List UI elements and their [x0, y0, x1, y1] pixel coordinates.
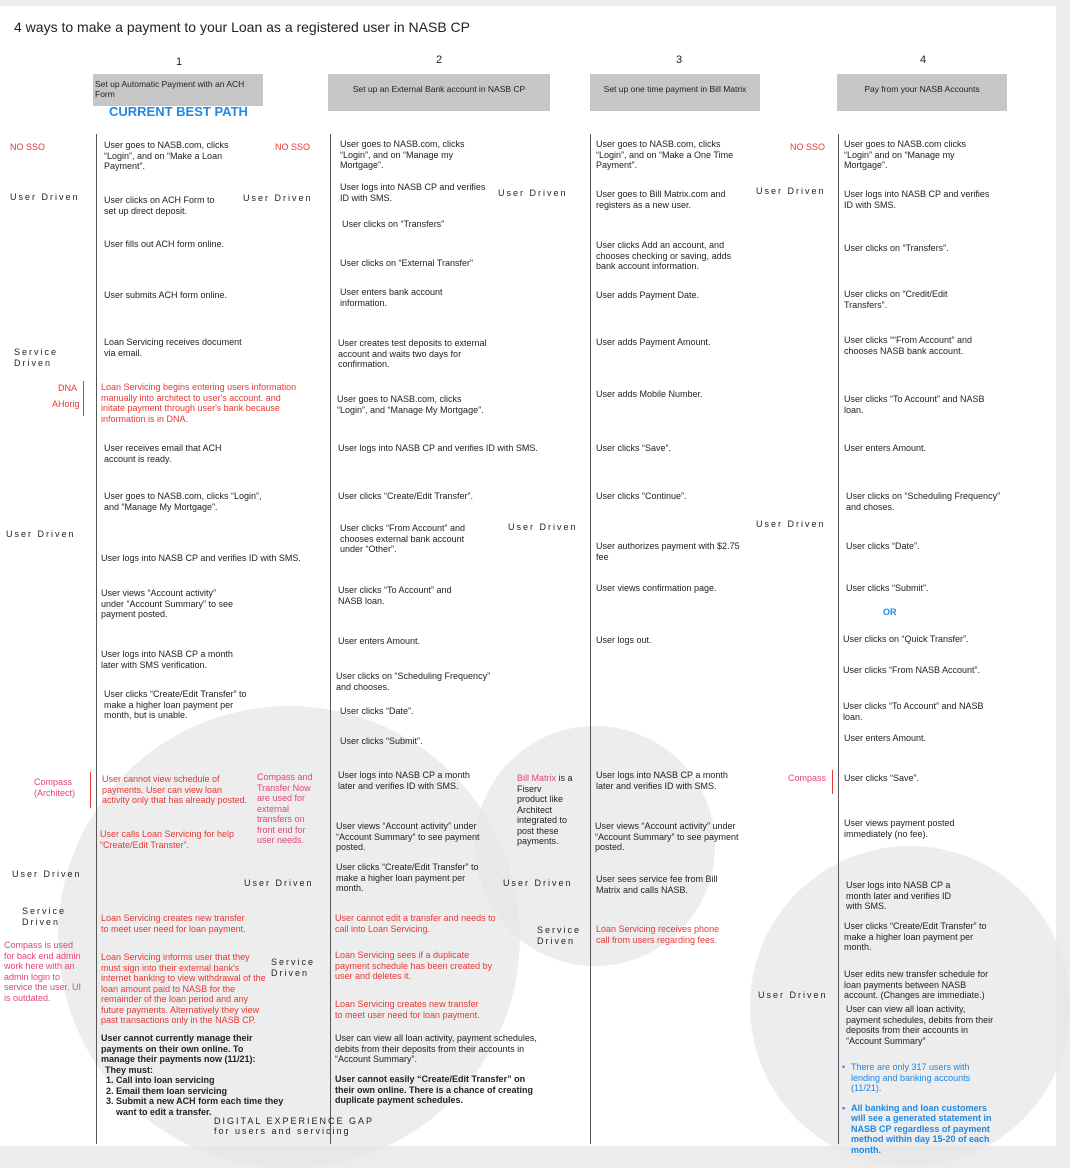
journey-board	[0, 6, 1056, 1155]
col4-step-5: User clicks ““From Account” and chooses NASB bank account.	[844, 335, 973, 356]
compass-label: Compass	[788, 773, 827, 783]
col2-step-2: User logs into NASB CP and verifies ID with SMS.	[340, 182, 486, 203]
user-driven-label-1a: User Driven	[10, 192, 80, 202]
col1-step-9: User logs into NASB CP and verifies ID with SMS.	[101, 553, 301, 563]
col1-must-item-1: 1. Call into loan servicing	[116, 1075, 298, 1086]
col1-step-14: User calls Loan Servicing for help “Create/Edit Transter”.	[100, 829, 235, 850]
col2-step-12: User enters Amount.	[338, 636, 421, 646]
service-driven-label-3b: Service Driven	[537, 925, 582, 946]
or-label: OR	[883, 607, 897, 617]
col4-step-4: User clicks on “Credit/Edit Transfers”.	[844, 289, 948, 310]
col3-step-7: User clicks “Save”.	[596, 443, 672, 453]
column-header-1: Set up Automatic Payment with an ACH Form	[93, 74, 263, 106]
col4-step-14: User enters Amount.	[844, 733, 927, 743]
col1-step-1: User goes to NASB.com, clicks “Login”, and on “Make a Loan Payment”.	[104, 140, 229, 171]
no-sso-label-2: NO SSO	[275, 142, 311, 152]
col2-step-5: User enters bank account information.	[340, 287, 443, 308]
user-driven-label-1b: User Driven	[6, 529, 76, 539]
col3-step-6: User adds Mobile Number.	[596, 389, 703, 399]
col3-step-13: User views “Account activity” under “Account Summary” to see payment posted.	[595, 821, 739, 852]
col2-step-11: User clicks “To Account” and NASB loan.	[338, 585, 452, 606]
col2-step-15: User clicks “Submit”.	[340, 736, 423, 746]
user-driven-label-3b: User Driven	[508, 522, 578, 532]
col1-must-heading: They must:	[105, 1065, 154, 1075]
col2-step-20: Loan Servicing sees if a duplicate payment schedule has been created by user and deletes it.	[335, 950, 493, 981]
bill-matrix-note-text: is a Fiserv product like Architect integrated to post these payments.	[517, 773, 573, 846]
col4-step-10: User clicks “Submit”.	[846, 583, 929, 593]
col4-step-6: User clicks “To Account” and NASB loan.	[844, 394, 985, 415]
col4-step-3: User clicks on “Transfers”.	[844, 243, 949, 253]
column-number-4: 4	[919, 54, 927, 66]
col4-step-13: User clicks “To Account” and NASB loan.	[843, 701, 984, 722]
service-driven-label-1a: Service Driven	[14, 347, 59, 368]
compass-backend-note: Compass is used for back end admin work here with an admin login to service the user. UI is outdated.	[4, 940, 82, 1003]
col2-step-8: User logs into NASB CP and verifies ID with SMS.	[338, 443, 538, 453]
col2-step-7: User goes to NASB.com, clicks “Login”, and “Manage My Mortgage”.	[337, 394, 484, 415]
ahorig-label: AHorig	[52, 399, 80, 409]
col4-step-8: User clicks on “Scheduling Frequency” and choses.	[846, 491, 1001, 512]
col3-step-14: User sees service fee from Bill Matrix and calls NASB.	[596, 874, 718, 895]
bill-matrix-note	[517, 773, 573, 847]
col4-step-7: User enters Amount.	[844, 443, 927, 453]
col3-step-11: User logs out.	[596, 635, 652, 645]
col2-step-23: User cannot easily “Create/Edit Transfer” on their own online. There is a chance of creating duplicate payment schedules.	[335, 1074, 534, 1105]
compass-marker-line-1	[90, 772, 91, 808]
col3-step-4: User adds Payment Date.	[596, 290, 700, 300]
col1-must-item-2: 2. Email them loan servicing	[116, 1086, 298, 1097]
col4-step-2: User logs into NASB CP and verifies ID with SMS.	[844, 189, 990, 210]
user-driven-label-2a: User Driven	[243, 193, 313, 203]
col1-step-12: User clicks “Create/Edit Transfer” to make a higher loan payment per month, but is unable.	[104, 689, 247, 720]
col4-step-11: User clicks on “Quick Transfer”.	[843, 634, 969, 644]
col4-notes	[842, 1062, 1000, 1164]
col3-step-15: Loan Servicing receives phone call from users regarding fees.	[596, 924, 720, 945]
no-sso-label-4: NO SSO	[790, 142, 826, 152]
user-driven-label-4a: User Driven	[756, 186, 826, 196]
column-number-2: 2	[435, 54, 443, 66]
col2-step-3: User clicks on “Transfers”	[342, 219, 445, 229]
col1-step-3: User fills out ACH form online.	[104, 239, 225, 249]
col1-step-15: Loan Servicing creates new transfer to meet user need for loan payment.	[101, 913, 246, 934]
col1-step-11: User logs into NASB CP a month later with SMS verification.	[101, 649, 233, 670]
user-driven-label-1c: User Driven	[12, 869, 82, 879]
col2-step-17: User views “Account activity” under “Account Summary” to see payment posted.	[336, 821, 480, 852]
col4-note-1: • There are only 317 users with lending and banking accounts (11/21).	[842, 1062, 1000, 1094]
user-driven-label-2c: User Driven	[244, 878, 314, 888]
compass-marker-line-2	[832, 770, 833, 794]
col1-step-16: Loan Servicing informs user that they must sign into their external bank's internet banking to view withdrawal of the loan amount paid to NASB for the remainder of the loan period and any future payments. Alternatively they view past transactions only in the NASB CP.	[101, 952, 266, 1025]
column-line-3	[590, 134, 591, 1144]
col2-step-18: User clicks “Create/Edit Transfer” to make a higher loan payment per month.	[336, 862, 479, 893]
no-sso-label-1: NO SSO	[10, 142, 46, 152]
col3-step-10: User views confirmation page.	[596, 583, 717, 593]
compass-transfer-note: Compass and Transfer Now are used for external transfers on front end for user needs.	[257, 772, 313, 845]
col3-step-9: User authorizes payment with $2.75 fee	[596, 541, 740, 562]
column-number-1: 1	[175, 56, 183, 68]
col1-step-13: User cannot view schedule of payments. User can view loan activity only that has already posted.	[102, 774, 248, 805]
col1-must-item-3: 3. Submit a new ACH form each time they want to edit a transfer.	[116, 1096, 298, 1117]
col1-step-8: User goes to NASB.com, clicks “Login”, and “Manage My Mortgage”.	[104, 491, 262, 512]
col3-step-5: User adds Payment Amount.	[596, 337, 711, 347]
col1-step-2: User clicks on ACH Form to set up direct deposit.	[104, 195, 215, 216]
col2-step-19: User cannot edit a transfer and needs to call into Loan Servicing.	[335, 913, 496, 934]
user-driven-label-4b: User Driven	[756, 519, 826, 529]
col4-step-12: User clicks “From NASB Account”.	[843, 665, 981, 675]
col4-step-15: User clicks “Save”.	[844, 773, 920, 783]
service-driven-label-1b: Service Driven	[22, 906, 67, 927]
column-line-1	[96, 134, 97, 1144]
service-driven-label-2b: Service Driven	[271, 957, 316, 978]
col3-step-12: User logs into NASB CP a month later and verifies ID with SMS.	[596, 770, 728, 791]
dna-label: DNA	[58, 383, 78, 393]
col2-step-21: Loan Servicing creates new transfer to meet user need for loan payment.	[335, 999, 480, 1020]
col4-step-9: User clicks “Date”.	[846, 541, 920, 551]
col1-step-10: User views “Account activity” under “Account Summary” to see payment posted.	[101, 588, 234, 619]
column-header-2: Set up an External Bank account in NASB CP	[328, 74, 550, 111]
col2-step-4: User clicks on “External Transfer”	[340, 258, 474, 268]
bill-matrix-name: Bill Matrix	[517, 773, 557, 783]
col1-step-5: Loan Servicing receives document via email.	[104, 337, 242, 358]
col2-step-16: User logs into NASB CP a month later and verifies ID with SMS.	[338, 770, 470, 791]
col2-step-9: User clicks “Create/Edit Transfer”.	[338, 491, 474, 501]
col2-step-10: User clicks “From Account” and chooses external bank account under “Other”.	[340, 523, 466, 554]
gap-title: DIGITAL EXPERIENCE GAP	[214, 1116, 375, 1126]
column-line-4	[838, 134, 839, 1144]
col4-step-18: User clicks “Create/Edit Transfer” to make a higher loan payment per month.	[844, 921, 987, 952]
col4-note-2: • All banking and loan customers will see a generated statement in NASB CP regardless of payment method within day 15-20 of each month.	[842, 1103, 1000, 1156]
user-driven-label-4c: User Driven	[758, 990, 828, 1000]
page-title: 4 ways to make a payment to your Loan as a registered user in NASB CP	[14, 19, 471, 35]
col2-step-13: User clicks on “Scheduling Frequency” and chooses.	[336, 671, 491, 692]
gap-subtitle: for users and servicing	[214, 1126, 351, 1136]
column-header-3: Set up one time payment in Bill Matrix	[590, 74, 760, 111]
col4-step-1: User goes to NASB.com clicks “Login” and on “Manage my Mortgage”.	[844, 139, 967, 170]
col3-step-2: User goes to Bill Matrix.com and registers as a new user.	[596, 189, 726, 210]
col2-step-22: User can view all loan activity, payment schedules, debits from their deposits from their accounts in “Account Summary”.	[335, 1033, 537, 1064]
col1-step-6: Loan Servicing begins entering users information manually into architect to user's account. and initate payment through user's bank because information is in DNA.	[101, 382, 297, 424]
col3-step-1: User goes to NASB.com, clicks “Login”, and on “Make a One Time Payment”.	[596, 139, 734, 170]
col3-step-3: User clicks Add an account, and chooses checking or saving, adds bank account information.	[596, 240, 732, 271]
user-driven-label-3a: User Driven	[498, 188, 568, 198]
col1-step-7: User receives email that ACH account is ready.	[104, 443, 222, 464]
current-best-path-badge: CURRENT BEST PATH	[109, 104, 248, 119]
column-number-3: 3	[675, 54, 683, 66]
col2-step-14: User clicks “Date”.	[340, 706, 414, 716]
col4-step-17: User logs into NASB CP a month later and verifies ID with SMS.	[846, 880, 952, 911]
col2-step-6: User creates test deposits to external account and waits two days for confirmation.	[338, 338, 487, 369]
compass-architect-label: Compass (Architect)	[34, 777, 76, 798]
col1-step-4: User submits ACH form online.	[104, 290, 228, 300]
column-line-2	[330, 134, 331, 1144]
user-driven-label-3c: User Driven	[503, 878, 573, 888]
col4-step-19: User edits new transfer schedule for loan payments between NASB account. (Changes are immediate.)	[844, 969, 989, 1000]
col1-step-17: User cannot currently manage their payments on their own online. To manage their payments now (11/21):	[101, 1033, 256, 1064]
column-header-4: Pay from your NASB Accounts	[837, 74, 1007, 111]
dna-marker-line	[83, 381, 84, 416]
col4-step-16: User views payment posted immediately (no fee).	[844, 818, 955, 839]
col3-step-8: User clicks “Continue”.	[596, 491, 687, 501]
col4-step-20: User can view all loan activity, payment schedules, debits from their deposits from their accounts in “Account Summary”	[846, 1004, 994, 1046]
col2-step-1: User goes to NASB.com, clicks “Login”, and on “Manage my Mortgage”.	[340, 139, 465, 170]
col1-must-list	[102, 1075, 298, 1117]
